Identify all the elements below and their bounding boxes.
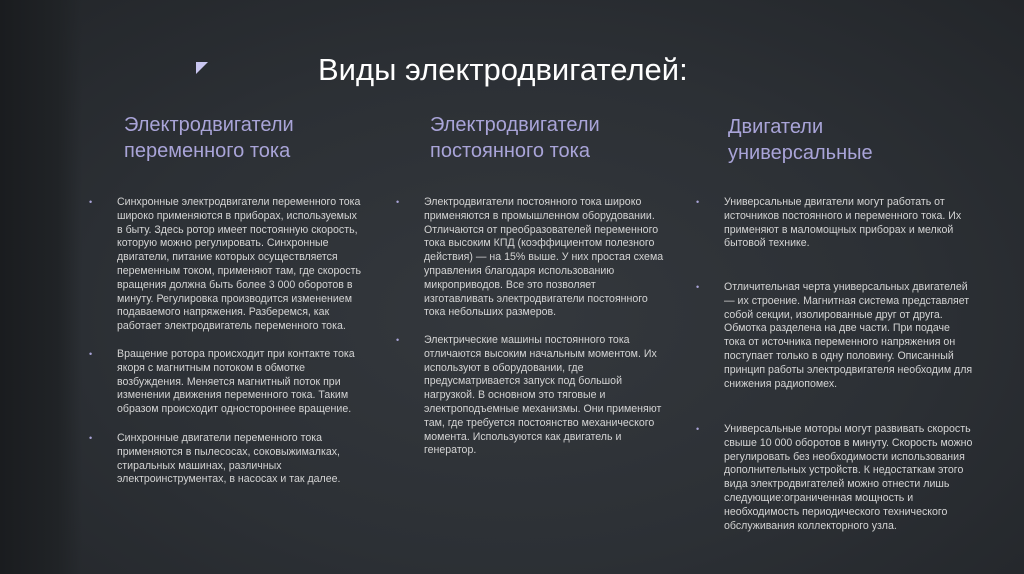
column-heading-dc — [430, 112, 600, 164]
bullet-text-line: которую можно регулировать. Синхронные — [117, 237, 329, 250]
bullet-text-line: управления благодаря использованию — [424, 264, 615, 277]
bullet-text-line: Универсальные моторы могут развивать скорость — [724, 423, 971, 435]
bullet-text-line: поступает только в одну половину. Описанный — [724, 349, 954, 362]
bullet-text-line: образом происходит одностороннее вращение. — [117, 403, 352, 416]
bullet-dot-icon: • — [89, 349, 93, 359]
bullet-text-line: Электрические машины постоянного тока — [424, 334, 630, 346]
bullet-text-line: якоря с магнитным потоком в обмотке — [117, 361, 306, 374]
bullet-dc-1 — [396, 196, 664, 320]
bullet-text-line: Синхронные двигатели переменного тока — [117, 432, 323, 444]
bullet-text-line: электроподъемные механизмы. Они применяют — [424, 402, 662, 415]
bullet-text-line: дополнительных устройств. К недостаткам этого — [724, 464, 964, 477]
bullet-dot-icon: • — [696, 424, 700, 434]
bullet-text-line: Синхронные электродвигатели переменного тока — [117, 196, 361, 208]
bullet-text-line: применяют в маломощных приборах и мелкой — [724, 223, 954, 236]
bullet-text-line: источников постоянного и переменного тока. Их — [724, 209, 962, 222]
bullet-text-line: работает электродвигатель переменного тока. — [117, 320, 346, 333]
bullet-universal-3 — [696, 423, 973, 533]
bullet-universal-2 — [696, 281, 973, 391]
bullet-dot-icon: • — [396, 335, 400, 345]
bullet-text-line: в быту. Здесь ротор имеет постоянную скорость, — [117, 223, 358, 236]
bullet-text-line: возбуждения. Меняется магнитный поток при — [117, 375, 341, 388]
bullet-text-line: широко применяются в приборах, используемых — [117, 209, 357, 222]
bullet-text-line: стиральных машинах, различных — [117, 459, 282, 472]
bullet-text-line: Электродвигатели постоянного тока широко — [424, 196, 642, 208]
column-heading-universal — [728, 114, 873, 166]
bullet-text-line: Обмотка разделена на две части. При подаче — [724, 322, 950, 335]
slide-title: Виды электродвигателей: — [318, 52, 688, 87]
bullet-ac-2 — [89, 348, 355, 417]
bullet-text-line: Отличительная черта универсальных двигателей — [724, 281, 968, 293]
bullet-text-line: минуту. Регулировка производится изменением — [117, 292, 352, 305]
bullet-text-line: обслуживания коллекторного узла. — [724, 519, 897, 532]
bullet-text-line: бытовой технике. — [724, 237, 810, 250]
bullet-text-line: Универсальные двигатели могут работать от — [724, 196, 945, 208]
heading-line: Электродвигатели — [430, 114, 600, 136]
bullet-text-line: отличаются высоким начальным моментом. Их — [424, 347, 657, 360]
bullet-text-line: снижения радиопомех. — [724, 377, 838, 390]
bullet-text-line: используют в оборудовании, где — [424, 361, 584, 374]
heading-line: Двигатели — [728, 116, 824, 138]
bullet-text-line: двигатели, питание которых осуществляется — [117, 251, 338, 264]
bullet-text-line: Вращение ротора происходит при контакте тока — [117, 348, 355, 360]
bullet-text-line: Отличаются от преобразователей переменного — [424, 223, 659, 236]
bullet-dc-2 — [396, 334, 662, 458]
heading-line: переменного тока — [124, 140, 291, 162]
bullet-text-line: вращения должна быть более 3 000 оборотов в — [117, 278, 353, 291]
heading-line: Электродвигатели — [124, 114, 294, 136]
bullet-text-line: тока высоким КПД (коэффициентом полезного — [424, 237, 655, 250]
bullet-text-line: принцип работы электродвигателя необходим для — [724, 363, 973, 376]
bullet-text-line: там, где требуется постоянство механического — [424, 416, 655, 429]
bullet-text-line: применяются в пылесосах, соковыжималках, — [117, 445, 340, 458]
corner-triangle-icon — [196, 62, 208, 74]
bullet-dot-icon: • — [696, 282, 700, 292]
bullet-text-line: — их строение. Магнитная система представляет — [724, 294, 970, 307]
bullet-text-line: тока от источника переменного напряжения он — [724, 336, 956, 349]
column-heading-ac — [124, 112, 294, 164]
bullet-dot-icon: • — [89, 197, 93, 207]
bullet-text-line: нагрузкой. В основном это тяговые и — [424, 389, 606, 402]
bullet-ac-3 — [89, 432, 341, 487]
heading-line: постоянного тока — [430, 140, 590, 162]
heading-line: универсальные — [728, 142, 873, 164]
bullet-dot-icon: • — [396, 197, 400, 207]
bullet-dot-icon: • — [89, 433, 93, 443]
bullet-text-line: изменении движения переменного тока. Таким — [117, 389, 349, 402]
bullet-text-line: изготавливать электродвигатели постоянного — [424, 292, 648, 305]
bullet-text-line: собой секции, изолированные друг от друга. — [724, 308, 943, 321]
bullet-text-line: действия) — на 15% выше. У них простая схема — [424, 251, 664, 264]
bullet-text-line: свыше 10 000 оборотов в минуту. Скорость можно — [724, 436, 973, 449]
bullet-text-line: переменным током, применяют там, где скорость — [117, 264, 361, 277]
bullet-text-line: микроприводов. Все это позволяет — [424, 278, 596, 291]
bullet-universal-1 — [696, 196, 962, 251]
bullet-text-line: подаваемого напряжения. Разберемся, как — [117, 306, 330, 319]
decorative-side-band — [0, 0, 82, 574]
bullet-text-line: следующие:ограниченная мощность и — [724, 491, 914, 504]
bullet-ac-1 — [89, 196, 361, 334]
bullet-text-line: регулировать без необходимости использования — [724, 450, 965, 463]
bullet-text-line: предусматривается запуск под большой — [424, 375, 622, 388]
bullet-text-line: вида электродвигателей можно отнести лишь — [724, 478, 950, 491]
bullet-text-line: момента. Используются как двигатель и — [424, 430, 622, 443]
bullet-dot-icon: • — [696, 197, 700, 207]
bullet-text-line: применяются в промышленном оборудовании. — [424, 209, 655, 222]
bullet-text-line: необходимость периодического технического — [724, 505, 948, 518]
bullet-text-line: генератор. — [424, 444, 477, 457]
bullet-text-line: электроинструментах, в насосах и так далее. — [117, 473, 341, 486]
bullet-text-line: тока небольших размеров. — [424, 306, 557, 319]
